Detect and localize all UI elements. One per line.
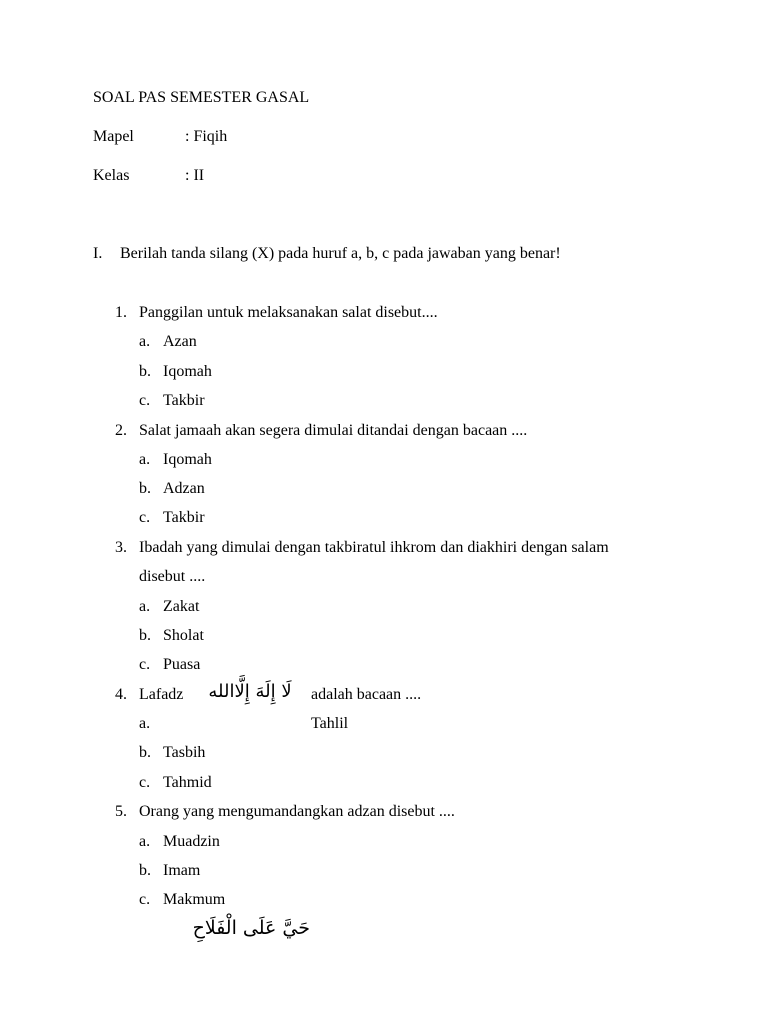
kelas-label: Kelas <box>93 167 130 184</box>
option-text: Tahmid <box>163 774 212 791</box>
kelas-value: : II <box>185 167 205 184</box>
question-number: 1. <box>115 304 127 321</box>
option-letter: c. <box>139 891 151 908</box>
option-letter: b. <box>139 627 151 644</box>
option-text: Imam <box>163 862 201 879</box>
arabic-lafadz: لَا إِلَهَ إِلَّاالله <box>208 681 292 702</box>
document-title: SOAL PAS SEMESTER GASAL <box>93 89 310 106</box>
option-text: Azan <box>163 333 197 350</box>
option-letter: a. <box>139 833 151 850</box>
option-text: Takbir <box>163 509 205 526</box>
option-text: Zakat <box>163 598 200 615</box>
option-text: Puasa <box>163 656 201 673</box>
arabic-phrase: حَيَّ عَلَى الْفَلَاحِ <box>192 917 310 939</box>
question-number: 4. <box>115 686 127 703</box>
option-letter: a. <box>139 715 151 732</box>
option-text: Tahlil <box>311 715 349 732</box>
option-text: Takbir <box>163 392 205 409</box>
option-text: Muadzin <box>163 833 220 850</box>
option-text: Iqomah <box>163 363 212 380</box>
section-instruction: Berilah tanda silang (X) pada huruf a, b, c pada jawaban yang benar! <box>120 245 561 262</box>
question-text: Panggilan untuk melaksanakan salat disebut.... <box>139 304 438 321</box>
mapel-value: : Fiqih <box>185 128 228 145</box>
option-letter: c. <box>139 392 151 409</box>
question-text: Orang yang mengumandangkan adzan disebut .... <box>139 803 455 820</box>
option-letter: c. <box>139 509 151 526</box>
option-letter: b. <box>139 862 151 879</box>
option-letter: a. <box>139 333 151 350</box>
question-text: Salat jamaah akan segera dimulai ditandai dengan bacaan .... <box>139 422 528 439</box>
section-numeral: I. <box>93 245 103 262</box>
question-number: 3. <box>115 539 127 556</box>
question-text-before: Lafadz <box>139 686 184 703</box>
option-text: Iqomah <box>163 451 212 468</box>
option-text: Tasbih <box>163 744 206 761</box>
option-letter: b. <box>139 744 151 761</box>
mapel-label: Mapel <box>93 128 134 145</box>
option-letter: a. <box>139 598 151 615</box>
option-letter: a. <box>139 451 151 468</box>
option-text: Sholat <box>163 627 204 644</box>
question-number: 5. <box>115 803 127 820</box>
option-letter: b. <box>139 363 151 380</box>
option-letter: c. <box>139 656 151 673</box>
option-letter: c. <box>139 774 151 791</box>
option-text: Makmum <box>163 891 226 908</box>
option-letter: b. <box>139 480 151 497</box>
question-text-continued: disebut .... <box>139 568 206 585</box>
question-number: 2. <box>115 422 127 439</box>
question-text-after: adalah bacaan .... <box>311 686 422 703</box>
option-text: Adzan <box>163 480 205 497</box>
question-text: Ibadah yang dimulai dengan takbiratul ihkrom dan diakhiri dengan salam <box>139 539 609 556</box>
